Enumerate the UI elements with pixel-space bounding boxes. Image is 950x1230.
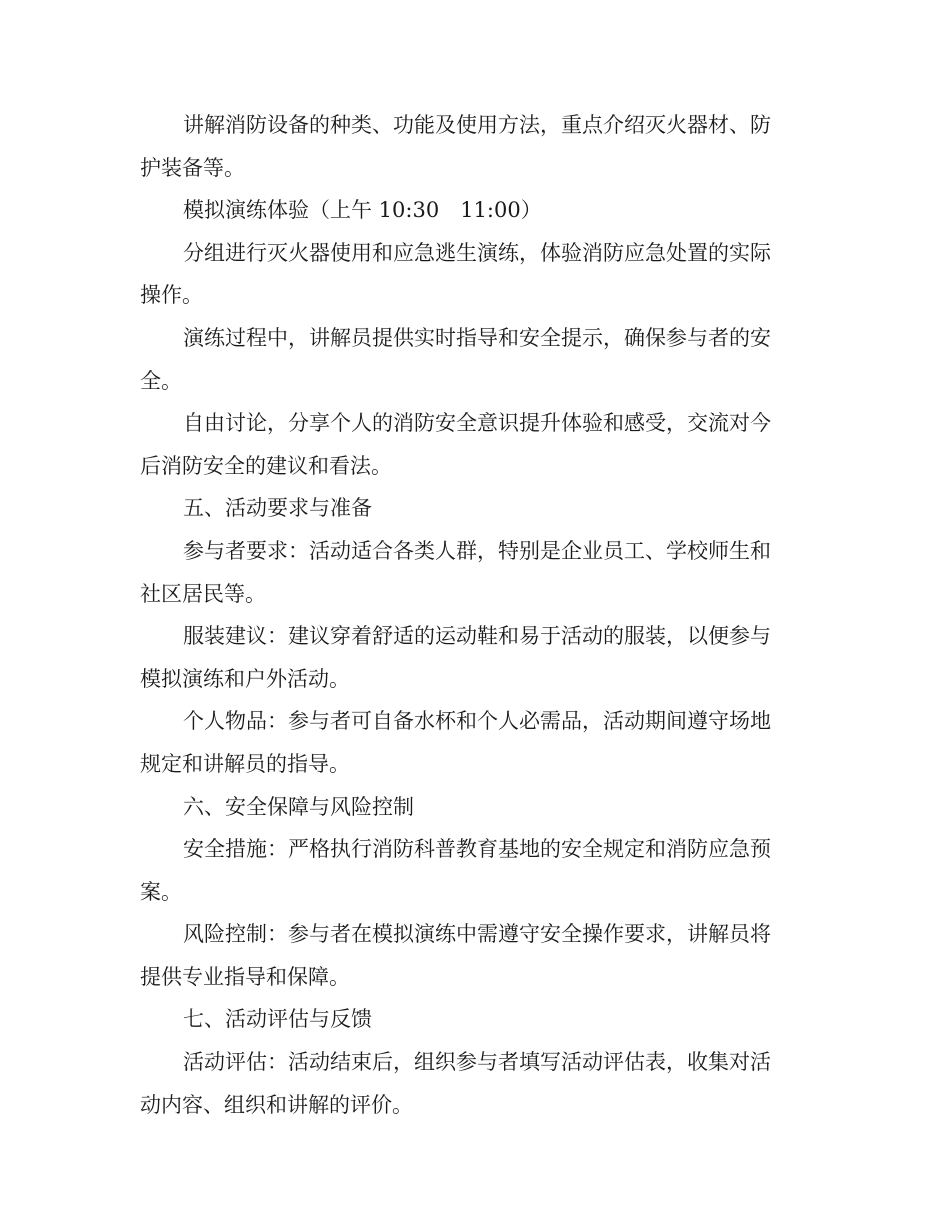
paragraph-drill-time: [140, 189, 800, 232]
paragraph-line: 全。: [140, 368, 182, 393]
document-body: [140, 104, 800, 1126]
paragraph-risk-control: [140, 913, 800, 998]
section-heading: 五、活动要求与准备: [183, 496, 372, 521]
paragraph-line: 演练过程中，讲解员提供实时指导和安全提示，确保参与者的安: [183, 325, 771, 350]
paragraph-safety-measures: [140, 828, 800, 913]
section-heading-evaluation: [140, 998, 800, 1041]
paragraph-line: 风险控制：参与者在模拟演练中需遵守安全操作要求，讲解员将: [183, 922, 771, 947]
paragraph-line: 社区居民等。: [140, 581, 266, 606]
section-heading-safety: [140, 786, 800, 829]
paragraph-equipment-explanation: [140, 104, 800, 189]
section-heading: 六、安全保障与风险控制: [183, 794, 414, 819]
paragraph-line: 服装建议：建议穿着舒适的运动鞋和易于活动的服装，以便参与: [183, 624, 771, 649]
paragraph-line: 模拟演练体验（上午 10:30 11:00）: [183, 198, 542, 223]
paragraph-line: 规定和讲解员的指导。: [140, 751, 350, 776]
paragraph-line: 后消防安全的建议和看法。: [140, 453, 392, 478]
paragraph-line: 提供专业指导和保障。: [140, 964, 350, 989]
paragraph-line: 分组进行灭火器使用和应急逃生演练，体验消防应急处置的实际: [183, 240, 771, 265]
paragraph-personal-items: [140, 700, 800, 785]
section-heading-requirements: [140, 487, 800, 530]
paragraph-line: 安全措施：严格执行消防科普教育基地的安全规定和消防应急预: [183, 837, 771, 862]
paragraph-line: 护装备等。: [140, 155, 245, 180]
paragraph-line: 自由讨论，分享个人的消防安全意识提升体验和感受，交流对今: [183, 411, 771, 436]
paragraph-clothing-advice: [140, 615, 800, 700]
paragraph-line: 个人物品：参与者可自备水杯和个人必需品，活动期间遵守场地: [183, 709, 771, 734]
paragraph-drill-guidance: [140, 317, 800, 402]
section-heading: 七、活动评估与反馈: [183, 1007, 372, 1032]
paragraph-line: 参与者要求：活动适合各类人群，特别是企业员工、学校师生和: [183, 538, 771, 563]
paragraph-line: 案。: [140, 879, 182, 904]
paragraph-line: 动内容、组织和讲解的评价。: [140, 1092, 413, 1117]
paragraph-line: 活动评估：活动结束后，组织参与者填写活动评估表，收集对活: [183, 1050, 771, 1075]
paragraph-line: 操作。: [140, 283, 203, 308]
paragraph-participant-requirements: [140, 530, 800, 615]
paragraph-activity-evaluation: [140, 1041, 800, 1126]
paragraph-group-drill: [140, 232, 800, 317]
paragraph-free-discussion: [140, 402, 800, 487]
paragraph-line: 讲解消防设备的种类、功能及使用方法，重点介绍灭火器材、防: [183, 113, 771, 137]
paragraph-line: 模拟演练和户外活动。: [140, 666, 350, 691]
